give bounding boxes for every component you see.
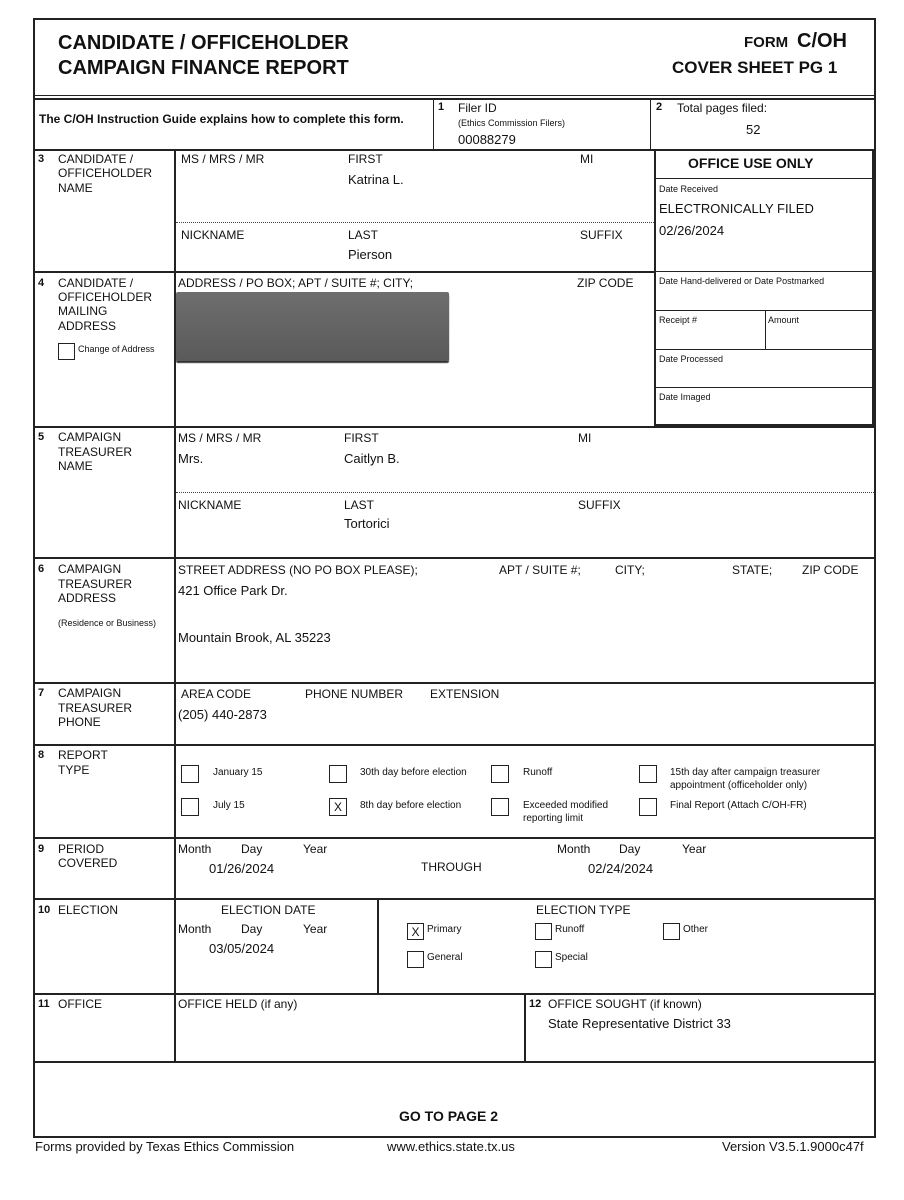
version-text: Version V3.5.1.9000c47f xyxy=(722,1139,864,1154)
s7-num: 7 xyxy=(38,687,45,699)
cover-sheet-label: COVER SHEET PG 1 xyxy=(672,58,838,77)
s7-label: CAMPAIGN xyxy=(58,686,122,700)
office-sought-label: OFFICE SOUGHT (if known) xyxy=(548,997,702,1011)
divider xyxy=(655,349,874,350)
ethics-url[interactable]: www.ethics.state.tx.us xyxy=(387,1139,515,1154)
s4-zip-label: ZIP CODE xyxy=(577,276,634,290)
s3-label: OFFICEHOLDER xyxy=(58,166,153,180)
s8-num: 8 xyxy=(38,749,45,761)
dotted-separator xyxy=(176,492,874,493)
frame-right xyxy=(874,18,876,1138)
frame-bottom xyxy=(33,1136,876,1138)
treasurer-phone: (205) 440-2873 xyxy=(178,707,267,722)
election-type-label: ELECTION TYPE xyxy=(536,903,631,917)
to-day-label: Day xyxy=(619,842,641,856)
header-rule-2 xyxy=(33,98,876,100)
row-rule xyxy=(33,993,876,995)
s5-nickname-label: NICKNAME xyxy=(178,498,242,512)
report-jan15-label: January 15 xyxy=(213,767,263,778)
from-year-label: Year xyxy=(303,842,328,856)
runoff-label: Runoff xyxy=(555,924,585,935)
special-label: Special xyxy=(555,952,588,963)
election-date-label: ELECTION DATE xyxy=(221,903,316,917)
report-8day-checkbox[interactable]: X xyxy=(329,798,347,816)
office-sought-value: State Representative District 33 xyxy=(548,1016,731,1031)
change-of-address-label: Change of Address xyxy=(78,344,155,354)
filer-num: 1 xyxy=(438,101,445,113)
report-15day-label: appointment (officeholder only) xyxy=(670,780,808,791)
s5-label: NAME xyxy=(58,459,93,473)
report-runoff-label: Runoff xyxy=(523,767,553,778)
report-8day-label: 8th day before election xyxy=(360,800,462,811)
s3-label: NAME xyxy=(58,181,93,195)
form-title-line1: CANDIDATE / OFFICEHOLDER xyxy=(58,32,349,54)
s6-label: TREASURER xyxy=(58,577,133,591)
general-checkbox[interactable] xyxy=(407,951,424,968)
report-runoff-checkbox[interactable] xyxy=(491,765,509,783)
election-day-label: Day xyxy=(241,922,263,936)
form-prefix: FORM xyxy=(744,34,789,51)
s5-num: 5 xyxy=(38,431,45,443)
s9-label: COVERED xyxy=(58,856,118,870)
treasurer-first-name: Caitlyn B. xyxy=(344,451,400,466)
change-of-address-checkbox[interactable] xyxy=(58,343,75,360)
report-jul15-checkbox[interactable] xyxy=(181,798,199,816)
s6-apt-label: APT / SUITE #; xyxy=(499,563,581,577)
amount-label: Amount xyxy=(768,315,800,325)
row-rule xyxy=(33,837,876,839)
report-exceeded-checkbox[interactable] xyxy=(491,798,509,816)
s6-street-label: STREET ADDRESS (NO PO BOX PLEASE); xyxy=(178,563,418,577)
receipt-label: Receipt # xyxy=(659,315,698,325)
total-pages-label: Total pages filed: xyxy=(677,101,768,115)
s6-label: CAMPAIGN xyxy=(58,562,122,576)
go-to-page-2: GO TO PAGE 2 xyxy=(399,1108,499,1124)
form-code: C/OH xyxy=(797,30,847,52)
candidate-last-name: Pierson xyxy=(348,247,393,262)
divider xyxy=(377,898,379,994)
s7-label: PHONE xyxy=(58,715,101,729)
s5-title-label: MS / MRS / MR xyxy=(178,431,262,445)
s3-label: CANDIDATE / xyxy=(58,152,134,166)
s3-suffix-label: SUFFIX xyxy=(580,228,623,242)
treasurer-title: Mrs. xyxy=(178,451,204,466)
s3-nickname-label: NICKNAME xyxy=(181,228,245,242)
s6-label-note: (Residence or Business) xyxy=(58,618,157,628)
primary-checkbox[interactable]: X xyxy=(407,923,424,940)
divider xyxy=(650,98,651,150)
s5-first-label: FIRST xyxy=(344,431,379,445)
row-rule xyxy=(33,426,876,428)
row-rule xyxy=(33,271,655,273)
to-month-label: Month xyxy=(557,842,591,856)
s3-last-label: LAST xyxy=(348,228,379,242)
forms-provided-text: Forms provided by Texas Ethics Commission xyxy=(35,1139,295,1154)
s8-label: REPORT xyxy=(58,748,108,762)
s4-label: MAILING xyxy=(58,304,108,318)
s5-last-label: LAST xyxy=(344,498,375,512)
form-title-line2: CAMPAIGN FINANCE REPORT xyxy=(58,57,349,79)
s4-label: OFFICEHOLDER xyxy=(58,290,153,304)
election-year-label: Year xyxy=(303,922,328,936)
election-month-label: Month xyxy=(178,922,212,936)
s3-first-label: FIRST xyxy=(348,152,383,166)
row-rule xyxy=(33,1061,876,1063)
redaction-block xyxy=(176,292,449,361)
hand-delivered-label: Date Hand-delivered or Date Postmarked xyxy=(659,276,825,286)
s9-label: PERIOD xyxy=(58,842,105,856)
report-15day-label: 15th day after campaign treasurer xyxy=(670,767,821,778)
divider xyxy=(655,178,874,179)
through-label: THROUGH xyxy=(421,860,482,874)
filer-id-sublabel: (Ethics Commission Filers) xyxy=(458,118,566,128)
report-30day-label: 30th day before election xyxy=(360,767,467,778)
processed-label: Date Processed xyxy=(659,354,724,364)
header-rule-1 xyxy=(33,95,876,96)
general-label: General xyxy=(427,952,463,963)
s3-title-label: MS / MRS / MR xyxy=(181,152,265,166)
s4-address-label: ADDRESS / PO BOX; APT / SUITE #; CITY; xyxy=(178,276,414,290)
office-held-label: OFFICE HELD (if any) xyxy=(178,997,298,1011)
period-to-date: 02/24/2024 xyxy=(588,861,654,876)
from-day-label: Day xyxy=(241,842,263,856)
s3-mi-label: MI xyxy=(580,152,594,166)
report-exceeded-label: reporting limit xyxy=(523,813,584,824)
period-from-date: 01/26/2024 xyxy=(209,861,275,876)
row-rule xyxy=(33,682,876,684)
total-pages-value: 52 xyxy=(746,122,761,137)
frame-left xyxy=(33,18,35,1138)
s7-ext-label: EXTENSION xyxy=(430,687,500,701)
s4-num: 4 xyxy=(38,277,45,289)
report-jul15-label: July 15 xyxy=(213,800,245,811)
s5-label: CAMPAIGN xyxy=(58,430,122,444)
special-checkbox[interactable] xyxy=(535,951,552,968)
runoff-checkbox[interactable] xyxy=(535,923,552,940)
office-use-title: OFFICE USE ONLY xyxy=(688,155,814,171)
filer-id-value: 00088279 xyxy=(458,132,516,147)
imaged-label: Date Imaged xyxy=(659,392,711,402)
s7-phone-label: PHONE NUMBER xyxy=(305,687,404,701)
instruction-text: The C/OH Instruction Guide explains how to complete this form. xyxy=(39,112,404,126)
s8-label: TYPE xyxy=(58,763,90,777)
frame-top xyxy=(33,18,876,20)
divider xyxy=(655,271,874,272)
electronically-filed: ELECTRONICALLY FILED xyxy=(659,201,814,216)
report-30day-checkbox[interactable] xyxy=(329,765,347,783)
row-rule xyxy=(33,557,876,559)
report-exceeded-label: Exceeded modified xyxy=(523,800,609,811)
s7-area-label: AREA CODE xyxy=(181,687,252,701)
s6-city-label: CITY; xyxy=(615,563,645,577)
report-jan15-checkbox[interactable] xyxy=(181,765,199,783)
divider xyxy=(433,98,434,150)
report-15day-checkbox[interactable] xyxy=(639,765,657,783)
s7-label: TREASURER xyxy=(58,701,133,715)
other-checkbox[interactable] xyxy=(663,923,680,940)
label-column-divider xyxy=(174,149,176,1062)
dotted-separator xyxy=(176,222,654,223)
to-year-label: Year xyxy=(682,842,707,856)
s12-num: 12 xyxy=(529,998,542,1010)
divider xyxy=(524,993,526,1062)
s3-num: 3 xyxy=(38,153,45,165)
s4-label: ADDRESS xyxy=(58,319,117,333)
row-rule xyxy=(33,744,876,746)
s10-label: ELECTION xyxy=(58,903,119,917)
divider xyxy=(765,310,766,349)
s10-num: 10 xyxy=(38,904,51,916)
s5-label: TREASURER xyxy=(58,445,133,459)
date-received-label: Date Received xyxy=(659,184,719,194)
filer-id-label: Filer ID xyxy=(458,101,497,115)
s4-label: CANDIDATE / xyxy=(58,276,134,290)
s5-suffix-label: SUFFIX xyxy=(578,498,621,512)
s6-zip-label: ZIP CODE xyxy=(802,563,859,577)
s11-label: OFFICE xyxy=(58,997,102,1011)
primary-label: Primary xyxy=(427,924,462,935)
s6-state-label: STATE; xyxy=(732,563,773,577)
election-date-value: 03/05/2024 xyxy=(209,941,275,956)
treasurer-city-state-zip: Mountain Brook, AL 35223 xyxy=(178,630,331,645)
s11-num: 11 xyxy=(38,998,50,1010)
s9-num: 9 xyxy=(38,843,45,855)
divider xyxy=(655,387,874,388)
treasurer-street: 421 Office Park Dr. xyxy=(178,583,288,598)
pages-num: 2 xyxy=(656,101,663,113)
treasurer-last-name: Tortorici xyxy=(344,516,390,531)
date-received-value: 02/26/2024 xyxy=(659,223,725,238)
from-month-label: Month xyxy=(178,842,212,856)
s6-label: ADDRESS xyxy=(58,591,117,605)
candidate-first-name: Katrina L. xyxy=(348,172,404,187)
other-label: Other xyxy=(683,924,709,935)
s5-mi-label: MI xyxy=(578,431,592,445)
report-final-checkbox[interactable] xyxy=(639,798,657,816)
s6-num: 6 xyxy=(38,563,45,575)
report-final-label: Final Report (Attach C/OH-FR) xyxy=(670,800,807,811)
row-rule xyxy=(33,898,876,900)
